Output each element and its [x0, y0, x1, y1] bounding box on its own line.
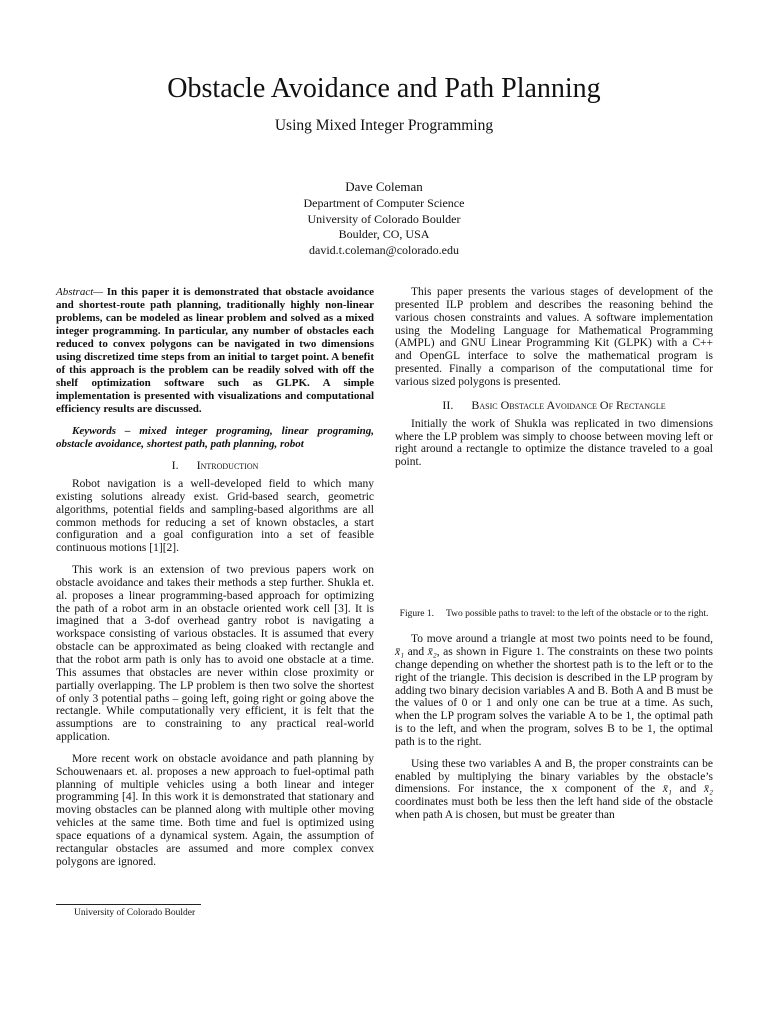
paragraph-overview: This paper presents the various stages of development of the presented ILP problem and describes the reasoning behind the various chosen constraints and values. A software implementation using the Modeling Language for Mathematical Programming (AMPL) and GNU Linear Programming Kit (GLPK) with a C++ and OpenGL interface to solve the mathematical program is presented. Finally a comparison of the computational time for various sized polygons is presented. [395, 286, 713, 388]
variable-x1: x̄₁ [662, 783, 672, 796]
paper-subtitle: Using Mixed Integer Programming [274, 117, 494, 134]
right-column [395, 286, 713, 831]
text-run: To move around a triangle at most two points need to be found, [411, 633, 713, 646]
intro-paragraph-2: This work is an extension of two previous papers work on obstacle avoidance and takes their methods a step further. Shukla et. al. proposes a linear programming-based approach for optimizing the path of a robot arm in an obstacle oriented work cell [3]. It is imagined that a 3-dof overhead gantry robot is navigating a workspace consisting of various obstacles. It is assumed that every obstacle can be approximated as being cloaked with rectangle and that the robot arm path is only has to avoid one obstacle at a time. This assumes that obstacles are never within close proximity or partially overlapping. The LP problem is then two solve the shortest of only 3 potential paths – going left, going right or going above the rectangle. While computationally very efficient, it is felt that the assumptions are to constraining to any practical real-world application. [56, 564, 374, 744]
text-run: Using these two variables A and B, the proper constraints can be enabled by multiplying the binary variables by the obstacle’s dimensions. For instance, the x component of the [395, 757, 713, 796]
figure-label: Figure 1. [399, 609, 434, 620]
section-title: Introduction [196, 458, 259, 472]
variable-x2: x̄₂ [703, 783, 713, 796]
text-run: and [404, 645, 428, 658]
intro-paragraph-1: Robot navigation is a well-developed field to which many existing solutions already exist. Grid-based search, geometric algorithms, potential fields and sampling-based algorithms are all common methods for reducing a set of known obstacles, a start configuration and a goal configuration into a set of feasible continuous motions [1][2]. [56, 478, 374, 555]
section-title: Basic Obstacle Avoidance Of Rectangle [471, 397, 666, 412]
affiliation-university: University of Colorado Boulder [307, 211, 461, 226]
section-number: II. [442, 397, 454, 412]
affiliation-department: Department of Computer Science [303, 196, 465, 210]
paragraph-shukla: Initially the work of Shukla was replicated in two dimensions where the LP problem was simply to choose between moving left or right around a rectangle to optimize the distance traveled to a goal point. [395, 417, 713, 469]
paragraph-triangle [395, 633, 713, 749]
section-heading-introduction [56, 458, 374, 472]
paper-title: Obstacle Avoidance and Path Planning [167, 73, 601, 104]
section-heading-basic-obstacle [395, 398, 713, 412]
footnote: University of Colorado Boulder [74, 908, 196, 918]
author-name: Dave Coleman [345, 179, 423, 194]
variable-x2: x̄₂ [427, 645, 437, 658]
variable-x1: x̄₁ [395, 645, 405, 658]
left-column [56, 286, 374, 877]
keywords: Keywords – mixed integer programing, linear programing, obstacle avoidance, shortest path, path planning, robot [56, 425, 374, 450]
intro-paragraph-3: More recent work on obstacle avoidance and path planning by Schouwenaars et. al. proposes a new approach to fuel-optimal path planning of multiple vehicles using a both linear and integer programming [4]. In this work it is demonstrated that stationary and moving obstacles can be planned along with multiple other moving vehicles at the same time. Both time and fuel is optimized using space equations of a dynamical system. Again, the assumption of rectangular obstacles are assumed and more complex convex polygons are ignored. [56, 752, 374, 868]
figure-1-area [395, 478, 713, 608]
text-run: coordinates must both be less then the left hand side of the obstacle when path A is chosen, but must be greater than [395, 796, 713, 822]
author-affiliation [0, 196, 768, 258]
paragraph-binary-constraints [395, 758, 713, 822]
abstract-lead: Abstract— [56, 286, 104, 298]
text-run: and [671, 783, 704, 796]
figure-1-caption [395, 608, 713, 620]
affiliation-email: david.t.coleman@colorado.edu [309, 242, 459, 257]
footnote-rule [56, 904, 201, 905]
affiliation-location: Boulder, CO, USA [338, 227, 430, 241]
abstract [56, 286, 374, 416]
figure-caption-text: Two possible paths to travel: to the left of the obstacle or to the right. [445, 609, 709, 620]
abstract-text: In this paper it is demonstrated that obstacle avoidance and shortest-route path planning, traditionally highly non-linear problems, can be modeled as linear problem and solved as a mixed integer programming. In particular, any number of obstacles each reduced to convex polygons can be navigated in two dimensions using discretized time steps from an initial to target point. A benefit of this approach is the problem can be readily solved with off the shelf optimization software such as GLPK. A simple implementation is presented with visualizations and computational efficiency results are discussed. [56, 286, 374, 415]
section-number: I. [171, 458, 179, 472]
text-run: , as shown in Figure 1. The constraints on these two points change depending on whether the shortest path is to the left or to the right of the triangle. This decision is described in the LP program by adding two binary decision variables A and B. Both A and B must be the values of 0 or 1 and only one can be true at a time. As such, when the LP program solves the variable A to be 1, the optimal path is to the left, and when the program, solves B to be 1, the optimal path is to the right. [395, 645, 713, 748]
